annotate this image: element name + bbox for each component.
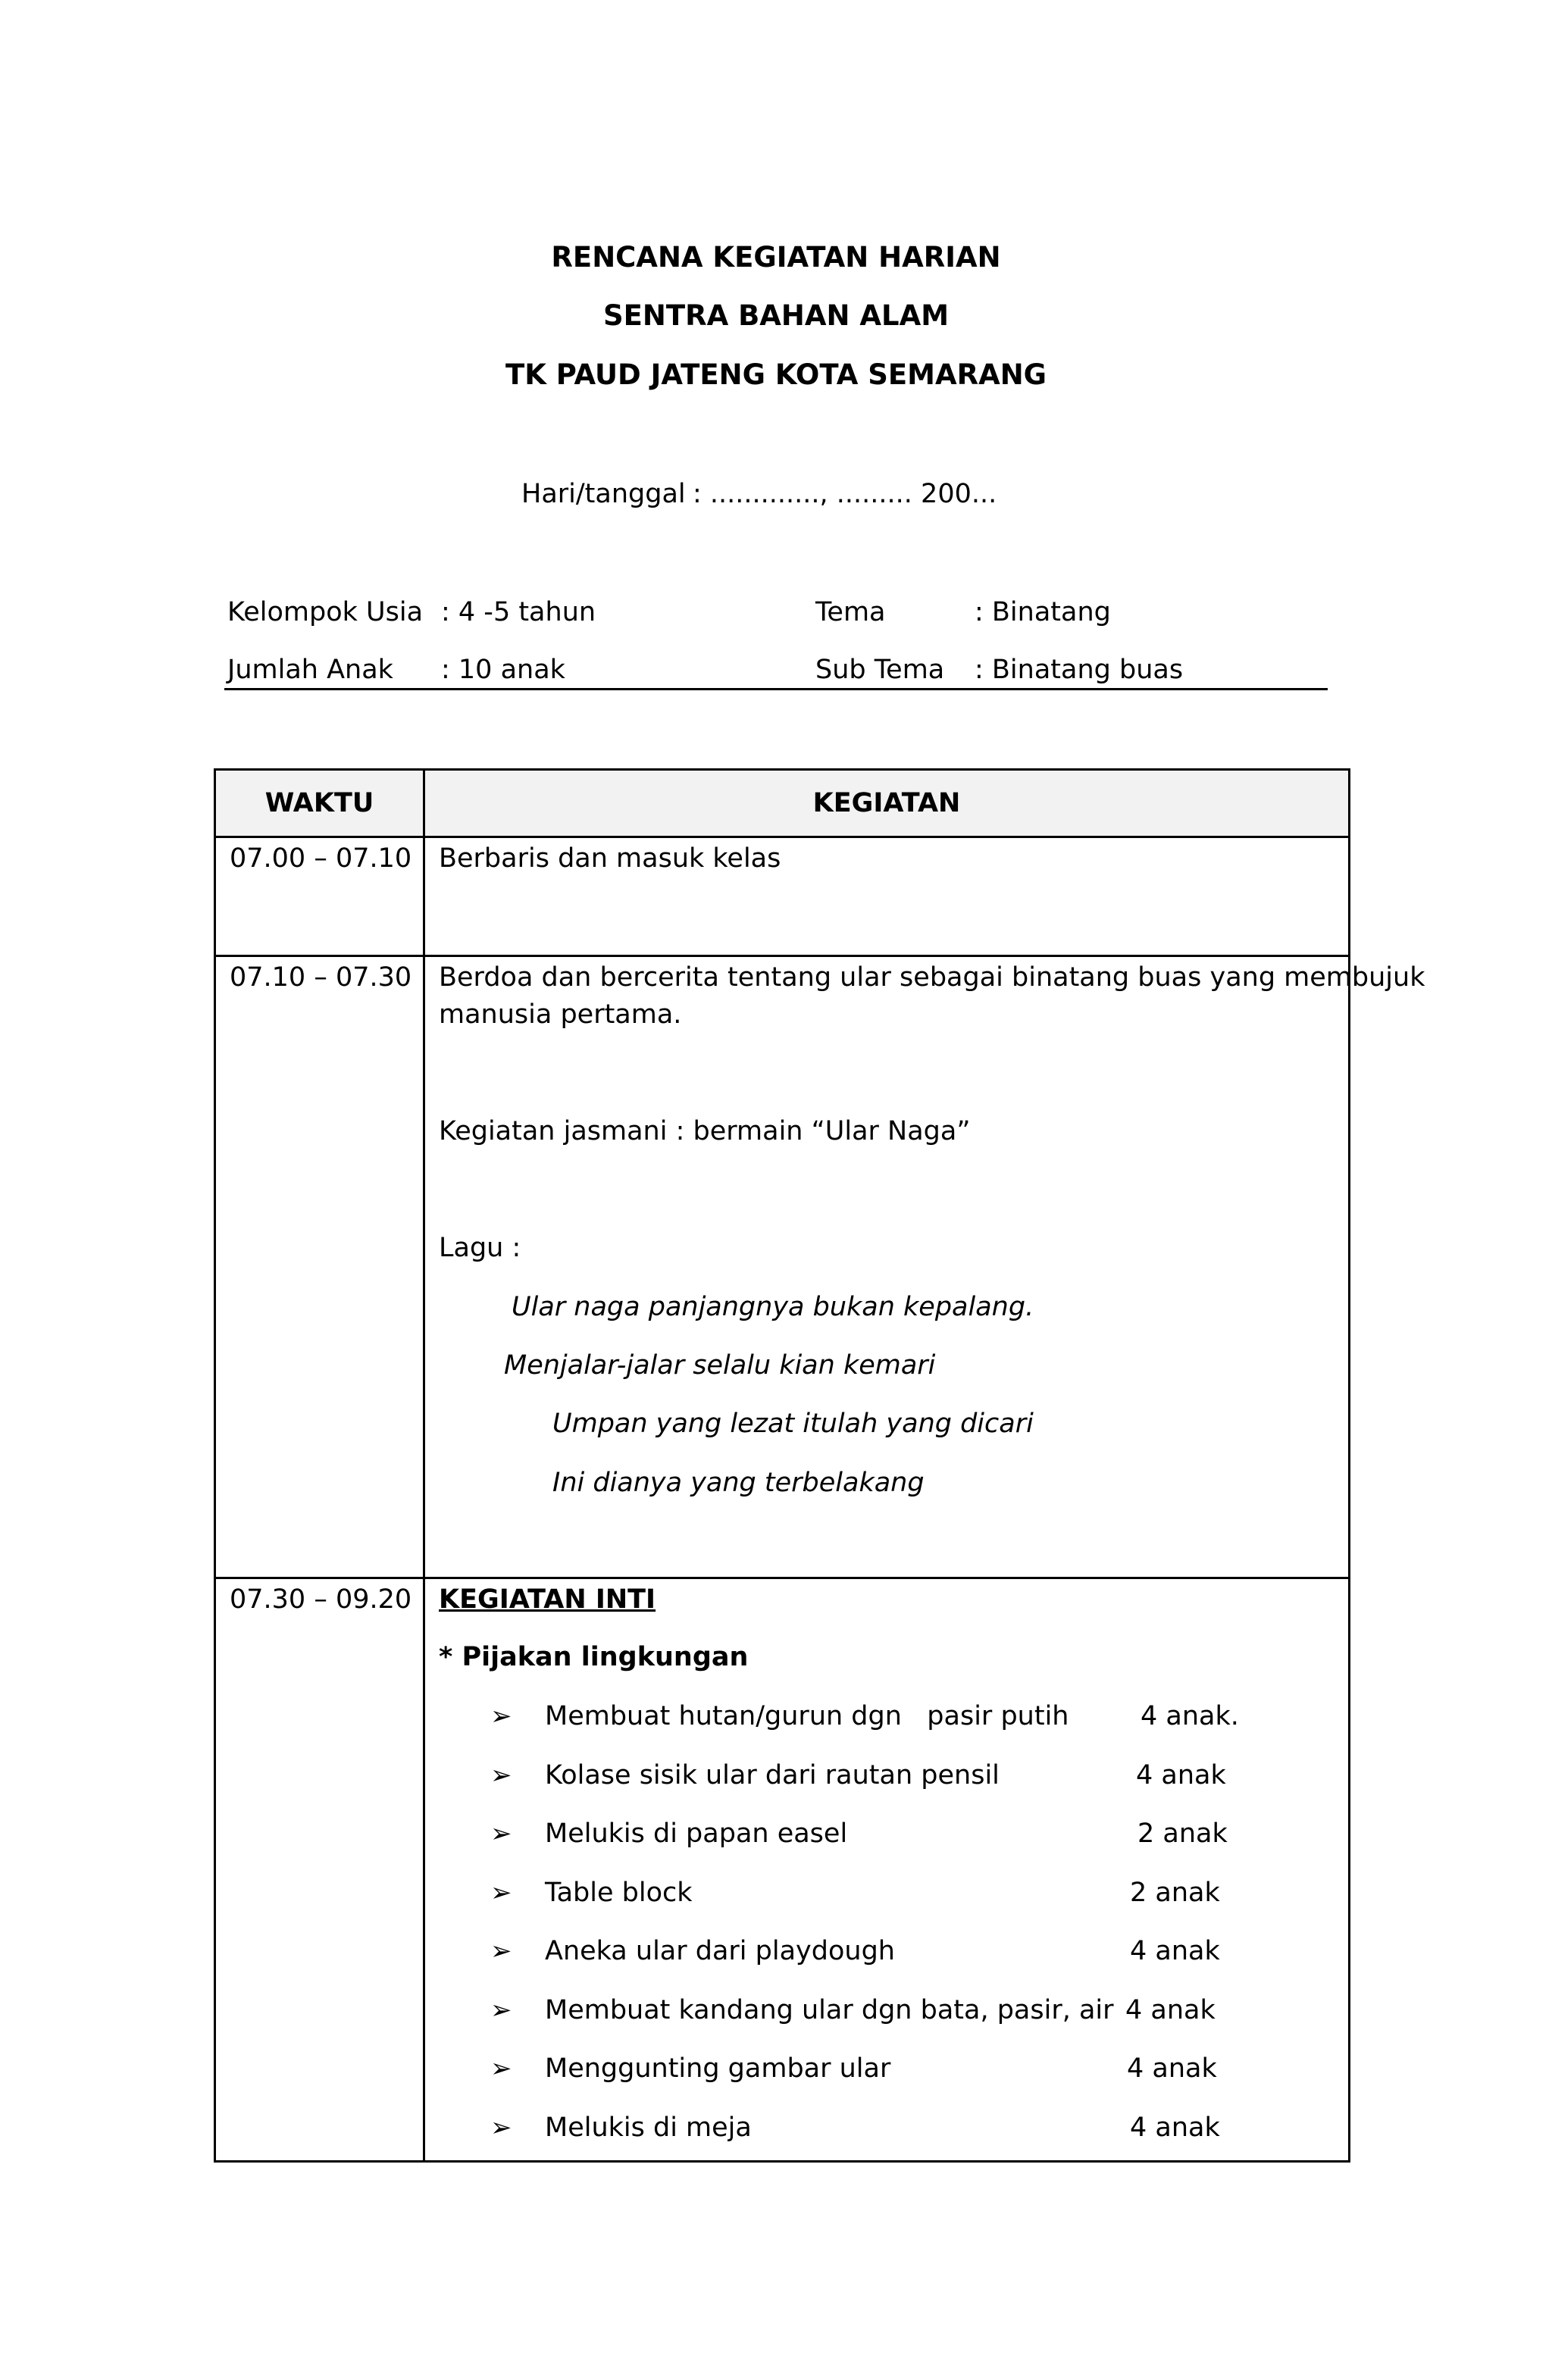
document-subtitle-school: TK PAUD JATENG KOTA SEMARANG	[505, 358, 1047, 391]
song-lyric-line: Ini dianya yang terbelakang	[552, 1468, 925, 1498]
row-divider	[216, 955, 1348, 957]
activity-item-count: 4 anak	[1130, 2112, 1220, 2143]
activity-item-count: 4 anak	[1127, 2053, 1217, 2084]
row-divider	[216, 1577, 1348, 1579]
jumlah-anak-value: : 10 anak	[441, 655, 565, 685]
column-header-kegiatan: KEGIATAN	[812, 788, 961, 818]
jumlah-anak-label: Jumlah Anak	[227, 655, 393, 685]
bullet-arrow-icon: ➢	[490, 1759, 512, 1790]
hari-tanggal-value: : ............., ......... 200...	[693, 479, 997, 509]
activity-item-count: 2 anak	[1130, 1877, 1220, 1908]
sub-tema-label: Sub Tema	[815, 655, 945, 685]
tema-value: : Binatang	[975, 597, 1111, 627]
document-title: RENCANA KEGIATAN HARIAN	[551, 241, 1001, 274]
document-subtitle-sentra: SENTRA BAHAN ALAM	[602, 299, 950, 332]
tema-label: Tema	[815, 597, 886, 627]
kelompok-usia-value: : 4 -5 tahun	[441, 597, 596, 627]
pijakan-lingkungan-subheading: * Pijakan lingkungan	[439, 1642, 749, 1672]
activity-item-text: Menggunting gambar ular	[545, 2053, 891, 2084]
activity-item-count: 4 anak.	[1141, 1701, 1239, 1731]
activity-item-text: Melukis di papan easel	[545, 1819, 848, 1849]
song-lyric-line: Umpan yang lezat itulah yang dicari	[552, 1409, 1034, 1439]
bullet-arrow-icon: ➢	[490, 1994, 512, 2025]
column-divider	[423, 771, 425, 2160]
activity-table	[214, 768, 1425, 2163]
activity-item-text: Table block	[545, 1877, 693, 1908]
info-divider	[224, 688, 1328, 690]
activity-item-text: Membuat hutan/gurun dgn pasir putih	[545, 1701, 1069, 1731]
activity-item-count: 4 anak	[1125, 1994, 1216, 2025]
row2-time: 07.10 – 07.30	[230, 962, 412, 993]
bullet-arrow-icon: ➢	[490, 1936, 512, 1966]
row2-activity-line1: Berdoa dan bercerita tentang ular sebagai binatang buas yang membujuk	[439, 962, 1425, 993]
song-lyric-line: Menjalar-jalar selalu kian kemari	[504, 1350, 936, 1381]
bullet-arrow-icon: ➢	[490, 2112, 512, 2143]
row1-activity: Berbaris dan masuk kelas	[439, 843, 781, 874]
row2-lagu-label: Lagu :	[439, 1233, 521, 1263]
bullet-arrow-icon: ➢	[490, 1877, 512, 1908]
bullet-arrow-icon: ➢	[490, 2053, 512, 2084]
bullet-arrow-icon: ➢	[490, 1701, 512, 1731]
hari-tanggal-label: Hari/tanggal	[521, 479, 686, 509]
activity-item-count: 4 anak	[1130, 1936, 1220, 1966]
row1-time: 07.00 – 07.10	[230, 843, 412, 874]
activity-item-text: Membuat kandang ular dgn bata, pasir, air	[545, 1994, 1114, 2025]
row2-activity-line2: manusia pertama.	[439, 999, 682, 1030]
kegiatan-inti-heading: KEGIATAN INTI	[439, 1584, 656, 1615]
row2-jasmani: Kegiatan jasmani : bermain “Ular Naga”	[439, 1116, 971, 1146]
kelompok-usia-label: Kelompok Usia	[227, 597, 424, 627]
sub-tema-value: : Binatang buas	[975, 655, 1184, 685]
activity-item-text: Kolase sisik ular dari rautan pensil	[545, 1759, 1000, 1790]
bullet-arrow-icon: ➢	[490, 1819, 512, 1849]
activity-item-count: 2 anak	[1137, 1819, 1228, 1849]
activity-item-count: 4 anak	[1136, 1759, 1226, 1790]
row3-time: 07.30 – 09.20	[230, 1584, 412, 1615]
activity-item-text: Aneka ular dari playdough	[545, 1936, 895, 1966]
column-header-waktu: WAKTU	[264, 788, 374, 818]
song-lyric-line: Ular naga panjangnya bukan kepalang.	[512, 1292, 1034, 1322]
activity-item-text: Melukis di meja	[545, 2112, 752, 2143]
